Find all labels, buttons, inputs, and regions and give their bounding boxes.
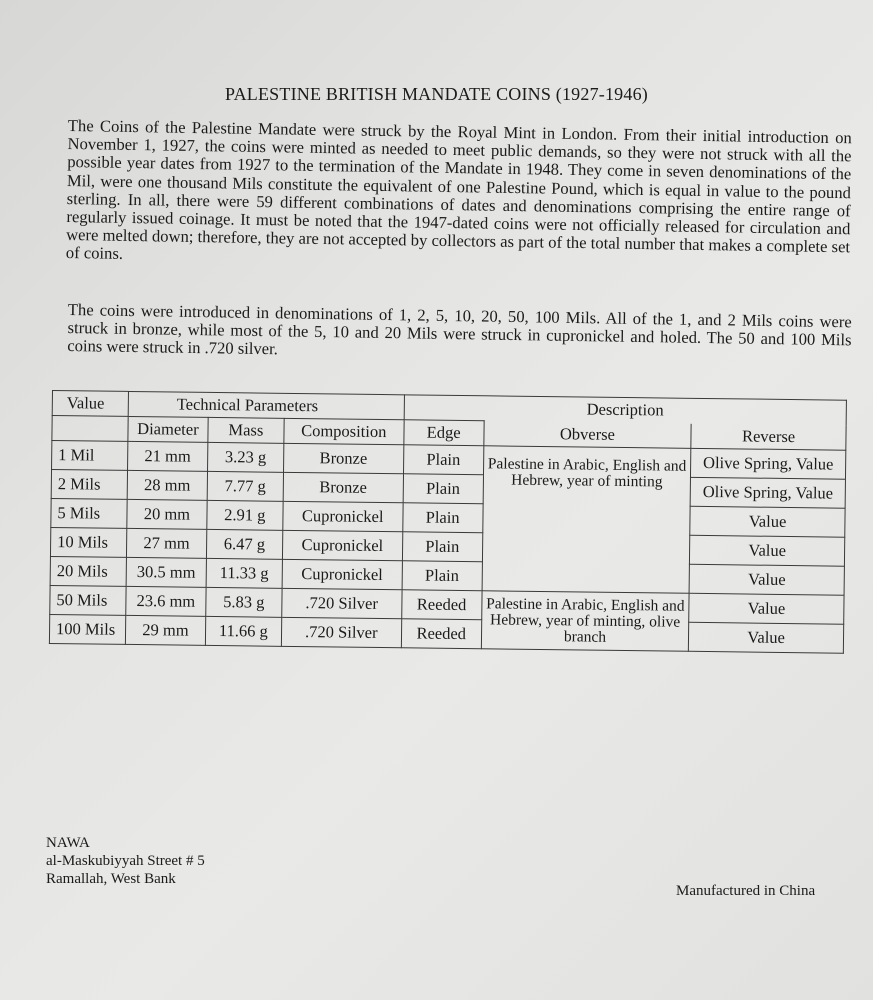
header-edge: Edge [404,420,484,446]
cell-value: 2 Mils [51,470,127,500]
header-reverse: Reverse [691,423,846,450]
cell-diameter: 21 mm [127,441,207,471]
document-title: PALESTINE BRITISH MANDATE COINS (1927-1946) [225,84,648,104]
cell-composition: Bronze [283,443,403,473]
denominations-paragraph: The coins were introduced in denominations of 1, 2, 5, 10, 20, 50, 100 Mils. All of the 1, and 2 Mils coins were struck in bronze, while most of the 5, 10 and 20 Mils were struck in cupronickel and holed. The 50 and 100 Mils coins were struck in .720 silver. [67,300,852,359]
cell-composition: .720 Silver [282,588,402,618]
cell-edge: Plain [402,532,482,562]
cell-edge: Reeded [401,619,481,649]
cell-value: 100 Mils [49,614,125,644]
cell-obverse-group-1: Palestine in Arabic, English and Hebrew, year of minting [482,446,691,594]
cell-reverse: Olive Spring, Value [691,448,846,479]
cell-diameter: 27 mm [126,528,206,558]
cell-reverse: Value [689,622,844,653]
cell-composition: Cupronickel [282,530,402,560]
cell-diameter: 29 mm [125,615,205,645]
cell-value: 1 Mil [52,441,128,471]
intro-paragraph: The Coins of the Palestine Mandate were struck by the Royal Mint in London. From their initial introduction on November 1, 1927, the coins were minted as needed to meet public demands, so they were not struck with all the possible year dates from 1927 to the termination of the Mandate in 1948. They come in seven denominations of the Mil, were one thousand Mils constitute the equivalent of one Palestine Pound, which is equal in value to the pound sterling. In all, there were 59 different combinations of dates and denominations comprising the entire range of regularly issued coinage. It must be noted that the 1947-dated coins were not officially released for circulation and were melted down; therefore, they are not accepted by collectors as part of the total number that makes a complete set of coins. [65,116,852,264]
header-value-spacer [52,416,128,442]
publisher-address [46,834,205,888]
cell-reverse: Value [690,506,845,537]
header-description: Description [404,395,847,425]
cell-value: 5 Mils [51,498,127,528]
cell-value: 20 Mils [50,556,126,586]
publisher-name: NAWA [46,835,90,851]
cell-edge: Reeded [401,590,481,620]
header-mass: Mass [208,417,284,443]
cell-mass: 7.77 g [207,471,283,501]
manufactured-note: Manufactured in China [676,883,816,899]
cell-composition: .720 Silver [281,617,401,647]
cell-composition: Cupronickel [282,559,402,589]
header-technical-parameters: Technical Parameters [128,391,404,419]
cell-composition: Cupronickel [283,501,403,531]
cell-diameter: 23.6 mm [126,586,206,616]
cell-reverse: Value [689,564,844,595]
cell-diameter: 30.5 mm [126,557,206,587]
address-city: Ramallah, West Bank [46,871,176,887]
address-street: al-Maskubiyyah Street # 5 [46,853,205,869]
cell-edge: Plain [402,561,482,591]
cell-composition: Bronze [283,472,403,502]
cell-obverse-group-2: Palestine in Arabic, English and Hebrew, year of minting, olive branch [481,591,689,652]
cell-mass: 3.23 g [207,442,283,472]
cell-mass: 2.91 g [207,500,283,530]
cell-diameter: 20 mm [127,499,207,529]
header-value: Value [52,391,128,417]
cell-mass: 5.83 g [206,587,282,617]
cell-edge: Plain [403,474,483,504]
coins-table [49,390,847,654]
cell-reverse: Value [689,593,844,624]
header-diameter: Diameter [128,416,208,442]
cell-value: 10 Mils [50,527,126,557]
cell-edge: Plain [403,503,483,533]
cell-edge: Plain [403,445,483,475]
header-obverse: Obverse [484,421,692,449]
cell-reverse: Value [690,535,845,566]
cell-mass: 6.47 g [206,529,282,559]
cell-mass: 11.66 g [205,616,281,646]
cell-mass: 11.33 g [206,558,282,588]
cell-diameter: 28 mm [127,470,207,500]
cell-value: 50 Mils [50,585,126,615]
cell-reverse: Olive Spring, Value [690,477,845,508]
header-composition: Composition [284,418,404,444]
